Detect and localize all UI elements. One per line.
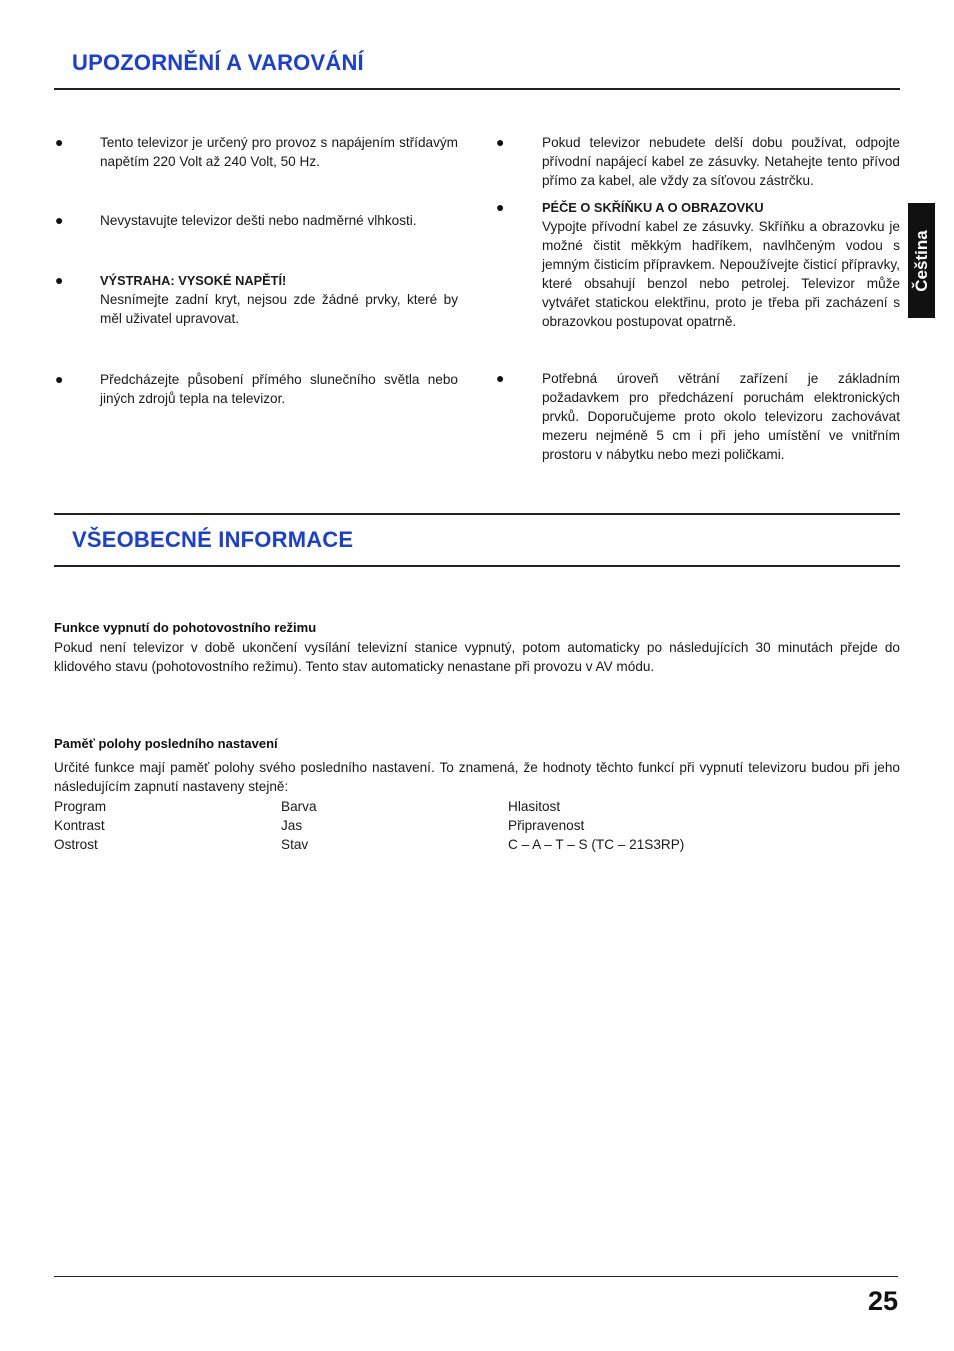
standby-text: Pokud není televizor v době ukončení vysílání televizní stanice vypnutý, potom automaticky po následujících 30 minutách přejde do klidového stavu (pohotovostního režimu). Tento stav automaticky nenastane při provozu v AV módu. xyxy=(54,640,900,674)
bullet-icon: ● xyxy=(55,212,64,228)
section-divider xyxy=(54,513,900,515)
memory-item: Barva xyxy=(281,799,317,814)
bullet-icon: ● xyxy=(496,134,505,150)
language-tab xyxy=(908,203,935,318)
warning-text: Pokud televizor nebudete delší dobu používat, odpojte přívodní napájecí kabel ze zásuvky. Netahejte tento přívod přímo za kabel, ale vždy za síťovou zástrčku. xyxy=(542,135,900,188)
memory-item: Kontrast xyxy=(54,818,105,833)
warning-item xyxy=(542,369,900,464)
warning-item xyxy=(100,271,458,328)
memory-item: Připravenost xyxy=(508,818,585,833)
memory-item: Jas xyxy=(281,818,303,833)
warning-label: VÝSTRAHA: VYSOKÉ NAPĚTÍ! xyxy=(100,273,287,288)
standby-title: Funkce vypnutí do pohotovostního režimu xyxy=(54,620,317,635)
warning-item xyxy=(100,211,458,230)
warning-item xyxy=(542,198,900,331)
bullet-icon: ● xyxy=(496,199,505,215)
section-title-warnings: UPOZORNĚNÍ A VAROVÁNÍ xyxy=(72,50,364,75)
page-number: 25 xyxy=(867,1286,898,1316)
warning-text: Nesnímejte zadní kryt, nejsou zde žádné prvky, které by měl uživatel upravovat. xyxy=(100,292,458,326)
warning-text: Tento televizor je určený pro provoz s napájením střídavým napětím 220 Volt až 240 Volt, 50 Hz. xyxy=(100,135,458,169)
warning-text: Vypojte přívodní kabel ze zásuvky. Skříňku a obrazovku je možné čistit měkkým hadříkem, navlhčeným vodou s jemným čisticím přípravkem. Nepoužívejte čisticí přípravky, které obsahují benzol nebo petrolej. Televizor může vytvářet statickou elektřinu, proto je třeba při zacházení s obrazovkou postupovat opatrně. xyxy=(542,219,900,329)
warning-text: Potřebná úroveň větrání zařízení je základním požadavkem pro předcházení poruchám elektronických prvků. Doporučujeme proto okolo televizoru zachovávat mezeru nejméně 5 cm i při jeho umístění ve vnitřním prostoru v nábytku nebo mezi poličkami. xyxy=(542,371,900,462)
section-divider xyxy=(54,565,900,567)
memory-item: Stav xyxy=(281,837,309,852)
warning-item xyxy=(100,370,458,408)
warning-item xyxy=(100,133,458,171)
footer-divider xyxy=(54,1276,898,1277)
bullet-icon: ● xyxy=(496,370,505,386)
warning-text: Předcházejte působení přímého slunečního světla nebo jiných zdrojů tepla na televizor. xyxy=(100,372,458,406)
section-title-general: VŠEOBECNÉ INFORMACE xyxy=(72,527,354,552)
bullet-icon: ● xyxy=(55,134,64,150)
memory-item: C – A – T – S (TC – 21S3RP) xyxy=(508,837,685,852)
memory-title: Paměť polohy posledního nastavení xyxy=(54,736,278,751)
warning-item xyxy=(542,133,900,190)
warning-text: Nevystavujte televizor dešti nebo nadměrné vlhkosti. xyxy=(100,213,417,228)
section-divider xyxy=(54,88,900,90)
memory-item: Hlasitost xyxy=(508,799,561,814)
memory-text: Určité funkce mají paměť polohy svého posledního nastavení. To znamená, že hodnoty těchto funkcí při vypnutí televizoru budou při jeho následujícím zapnutí nastaveny stejně: xyxy=(54,760,900,794)
bullet-icon: ● xyxy=(55,272,64,288)
warning-label: PÉČE O SKŘÍŇKU A O OBRAZOVKU xyxy=(542,200,764,215)
memory-item: Ostrost xyxy=(54,837,98,852)
language-tab-label: Čeština xyxy=(911,229,931,292)
memory-item: Program xyxy=(54,799,107,814)
bullet-icon: ● xyxy=(55,371,64,387)
